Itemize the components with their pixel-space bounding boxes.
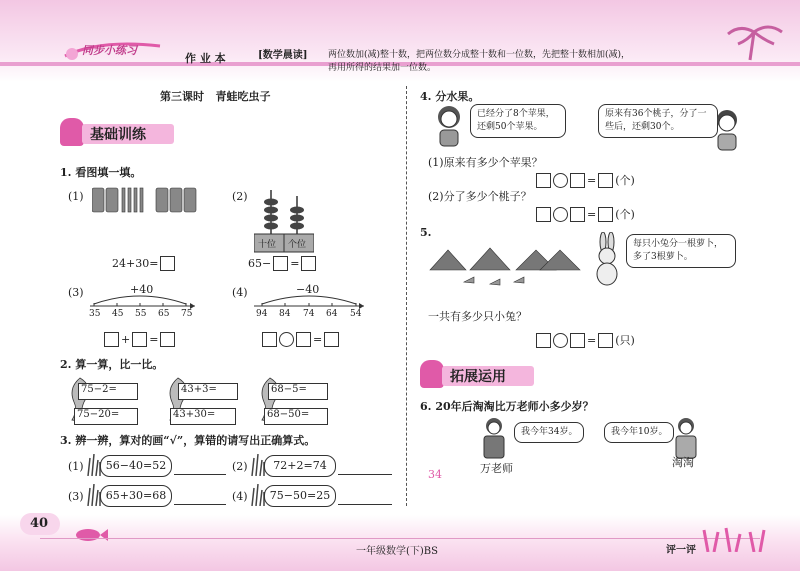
q4-equation-2: = (个): [536, 206, 635, 222]
q2-card[interactable]: [268, 383, 328, 400]
unit-label: (个): [615, 208, 635, 221]
answer-box[interactable]: [536, 333, 551, 348]
answer-box[interactable]: [598, 333, 613, 348]
q3-expr-card: 56−40=52: [100, 455, 172, 477]
q3-label: (3): [68, 490, 84, 503]
lesson-title: 第三课时 青蛙吃虫子: [160, 90, 271, 103]
q2-title: 2. 算一算，比一比。: [60, 358, 164, 371]
q2-card[interactable]: [170, 408, 236, 425]
tick-label: 54: [350, 309, 362, 319]
fish-icon: [74, 526, 110, 548]
stick-bundles-image: [92, 186, 202, 220]
kid-name: 淘淘: [672, 456, 694, 469]
q1-p4-arc-label: −40: [296, 283, 320, 296]
reading-text-1: 两位数加(减)整十数，把两位数分成整十数和一位数，先把整十数相加(减)，: [328, 50, 631, 60]
palm-tree-icon: [720, 22, 790, 66]
q4-sub1: (1)原来有多少个苹果？: [428, 156, 543, 169]
section-ext-title: 拓展运用: [450, 369, 506, 385]
tick-label: 65: [158, 309, 170, 319]
answer-box[interactable]: [570, 333, 585, 348]
q2-expr: 43+3=: [181, 384, 217, 395]
q3-expr-card: 72+2=74: [264, 455, 336, 477]
tick-label: 35: [89, 309, 101, 319]
answer-box[interactable]: [132, 332, 147, 347]
q5-title: 5.: [420, 226, 432, 239]
q1-p4-equation: =: [262, 332, 339, 347]
q2-expr: 68−50=: [267, 409, 310, 420]
speech-bubble-right: 原来有36个桃子，分了一些后，还剩30个。: [598, 104, 718, 138]
operator-circle[interactable]: [553, 173, 568, 188]
q5-question: 一共有多少只小兔？: [428, 310, 527, 323]
logo-text: 同步小练习: [82, 44, 137, 57]
q2-card[interactable]: [78, 383, 138, 400]
q1-p3-label: (3): [68, 286, 84, 299]
book-title: 一年级数学(下)BS: [356, 546, 439, 557]
q2-expr: 75−2=: [81, 384, 117, 395]
answer-box[interactable]: [536, 207, 551, 222]
operator-circle[interactable]: [553, 333, 568, 348]
answer-box[interactable]: [301, 256, 316, 271]
operator-circle[interactable]: [279, 332, 294, 347]
q3-title: 3. 辨一辨，算对的画“√”，算错的请写出正确算式。: [60, 434, 316, 447]
girl-avatar: [432, 104, 466, 152]
teacher-avatar: [478, 416, 510, 464]
unit-label: (只): [615, 334, 635, 347]
q1-p3-equation: + =: [104, 332, 175, 347]
place-tens-label: 十位: [258, 240, 277, 250]
answer-box[interactable]: [324, 332, 339, 347]
tick-label: 75: [181, 309, 193, 319]
tick-label: 64: [326, 309, 338, 319]
speech-bubble-kid: 我今年10岁。: [604, 422, 674, 443]
q1-p1-label: (1): [68, 190, 84, 203]
carrot-bundles-image: [428, 244, 584, 292]
q1-p4-label: (4): [232, 286, 248, 299]
review-label: 评一评: [666, 545, 696, 556]
q6-title: 6. 20年后淘淘比万老师小多少岁？: [420, 400, 594, 413]
right-page-number: 34: [428, 468, 442, 481]
tick-label: 84: [279, 309, 291, 319]
q1-p2-label: (2): [232, 190, 248, 203]
q3-expr-card: 75−50=25: [264, 485, 336, 507]
boy-avatar: [710, 108, 744, 156]
tick-label: 74: [303, 309, 315, 319]
answer-box[interactable]: [598, 173, 613, 188]
q1-p2-expr: 65−: [248, 257, 272, 270]
reading-tag: [数学晨读]: [258, 50, 308, 61]
footer-rule: [40, 538, 760, 539]
place-ones-label: 个位: [288, 240, 307, 250]
answer-line[interactable]: [174, 474, 226, 475]
section-basic-title: 基础训练: [90, 127, 146, 143]
q2-expr: 75−20=: [77, 409, 120, 420]
q2-card[interactable]: [178, 383, 238, 400]
seaweed-icon: [700, 526, 770, 556]
q3-label: (4): [232, 490, 248, 503]
q3-label: (2): [232, 460, 248, 473]
book-label: 作 业 本: [185, 52, 226, 65]
page-number: 40: [30, 516, 49, 531]
q4-sub2: (2)分了多少个桃子？: [428, 190, 532, 203]
answer-box[interactable]: [598, 207, 613, 222]
reading-text-2: 再用所得的结果加一位数。: [328, 63, 437, 73]
answer-box[interactable]: [273, 256, 288, 271]
answer-line[interactable]: [338, 474, 392, 475]
q1-p2-equation: 65− =: [248, 256, 316, 271]
q1-title: 1. 看图填一填。: [60, 166, 142, 179]
q3-expr-card: 65+30=68: [100, 485, 172, 507]
q4-equation-1: = (个): [536, 172, 635, 188]
q1-p1-expr: 24+30=: [112, 257, 159, 270]
answer-box[interactable]: [262, 332, 277, 347]
q1-p1-equation: [112, 256, 175, 271]
answer-box[interactable]: [160, 332, 175, 347]
q2-card[interactable]: [264, 408, 328, 425]
q2-card[interactable]: [74, 408, 138, 425]
answer-box[interactable]: [536, 173, 551, 188]
answer-box[interactable]: [570, 207, 585, 222]
teacher-name: 万老师: [480, 462, 513, 475]
q4-title: 4. 分水果。: [420, 90, 480, 103]
tick-label: 94: [256, 309, 268, 319]
q2-expr: 43+30=: [173, 409, 216, 420]
answer-box[interactable]: [570, 173, 585, 188]
q5-equation: = (只): [536, 332, 635, 348]
page-divider: [406, 86, 407, 506]
answer-box[interactable]: [104, 332, 119, 347]
rabbit-icon: [592, 232, 622, 290]
tick-label: 55: [135, 309, 147, 319]
answer-line[interactable]: [338, 504, 392, 505]
q2-expr: 68−5=: [271, 384, 307, 395]
answer-box[interactable]: [296, 332, 311, 347]
speech-bubble-left: 已经分了8个苹果，还剩50个苹果。: [470, 104, 566, 138]
unit-label: (个): [615, 174, 635, 187]
operator-circle[interactable]: [553, 207, 568, 222]
speech-bubble-teacher: 我今年34岁。: [514, 422, 584, 443]
speech-bubble-rabbit: 每只小兔分一根萝卜，多了3根萝卜。: [626, 234, 736, 268]
answer-line[interactable]: [174, 504, 226, 505]
q1-p3-arc-label: +40: [130, 283, 154, 296]
q3-label: (1): [68, 460, 84, 473]
tick-label: 45: [112, 309, 124, 319]
answer-box[interactable]: [160, 256, 175, 271]
